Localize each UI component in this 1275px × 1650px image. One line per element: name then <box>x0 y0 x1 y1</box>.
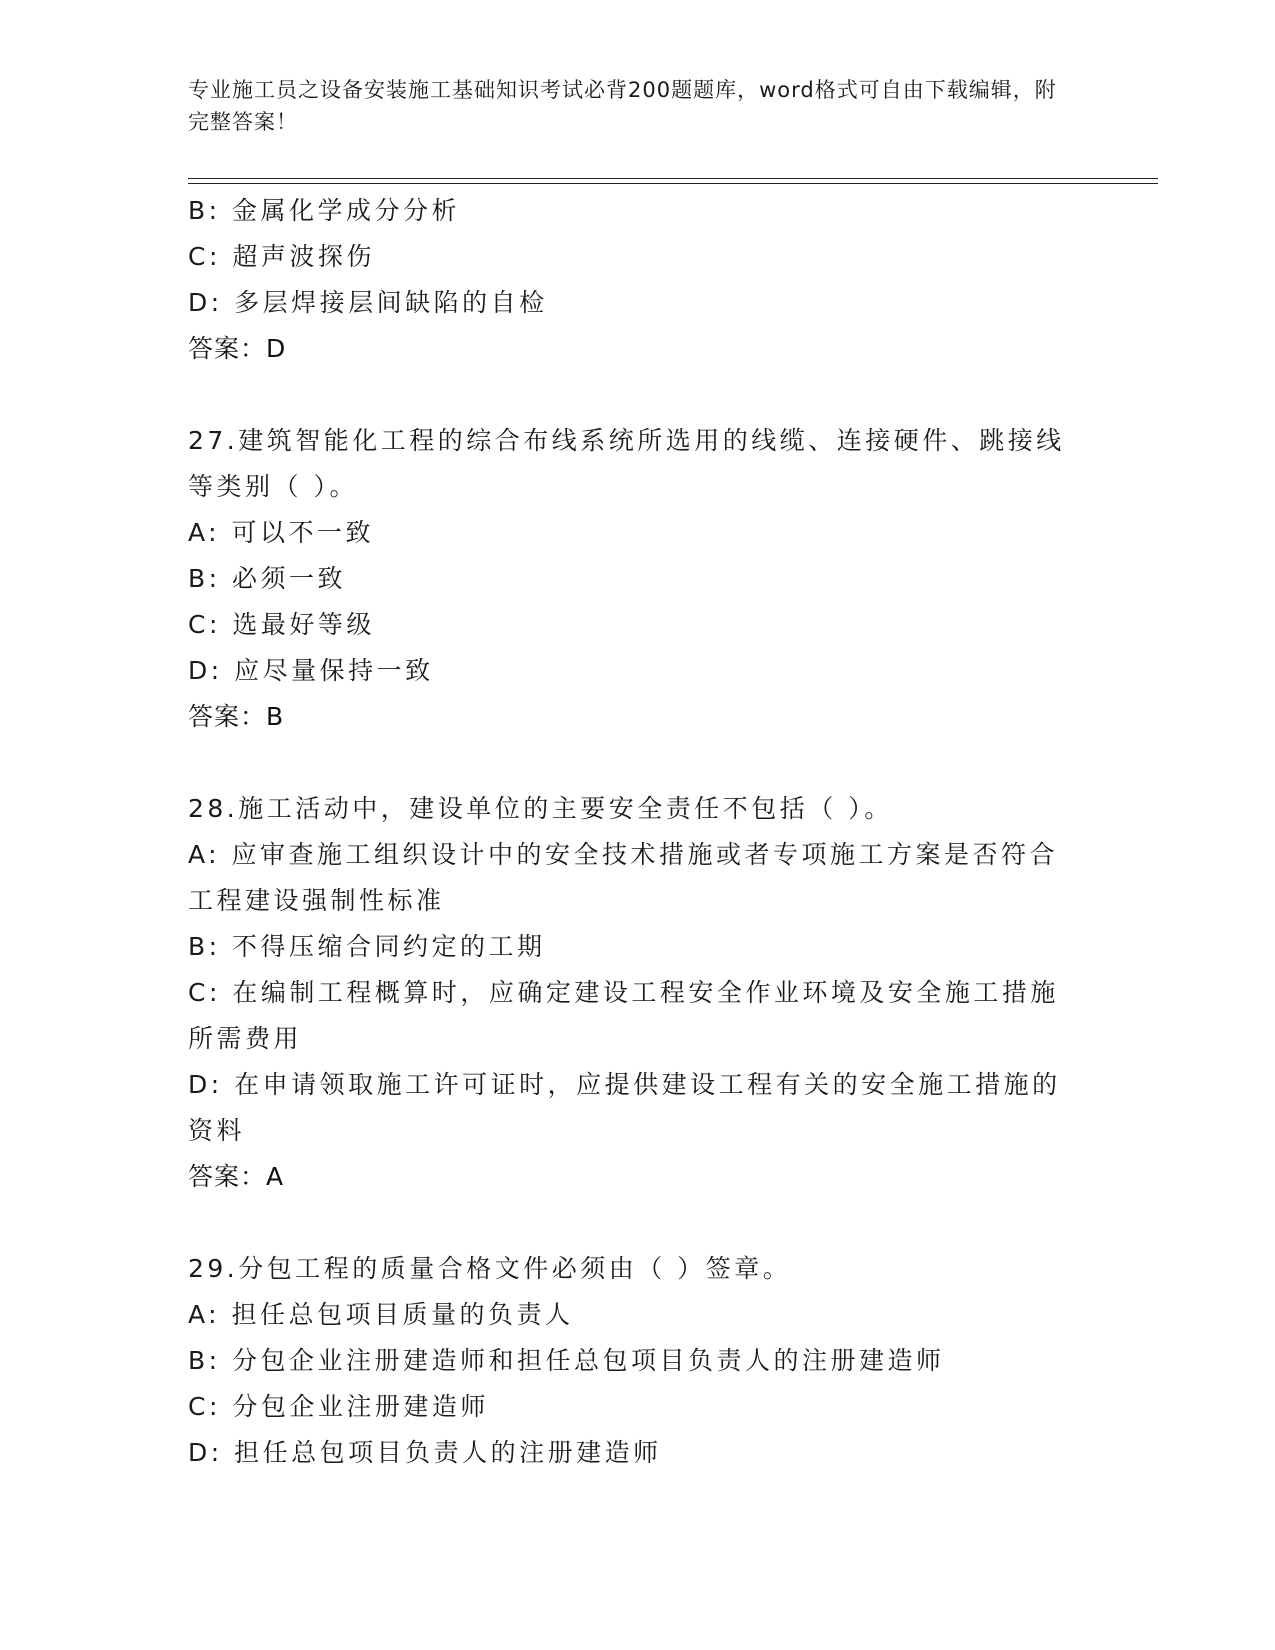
answer-label: 答案：B <box>188 702 285 731</box>
option-d: D: 在申请领取施工许可证时，应提供建设工程有关的安全施工措施的 <box>188 1070 1061 1099</box>
option-c: C: 分包企业注册建造师 <box>188 1392 489 1421</box>
option-a-continued: 工程建设强制性标准 <box>188 886 445 915</box>
option-b: B: 金属化学成分分析 <box>188 196 461 225</box>
option-d-continued: 资料 <box>188 1116 246 1145</box>
spacer <box>188 1200 1088 1246</box>
spacer <box>188 372 1088 418</box>
question-block-28 <box>188 786 1088 1200</box>
answer-label: 答案：A <box>188 1162 285 1191</box>
header-divider-top <box>188 178 1158 179</box>
option-d: D: 应尽量保持一致 <box>188 656 434 685</box>
option-c: C: 选最好等级 <box>188 610 375 639</box>
option-d: D: 多层焊接层间缺陷的自检 <box>188 288 548 317</box>
option-d: D: 担任总包项目负责人的注册建造师 <box>188 1438 662 1467</box>
question-stem-continued: 等类别（ ）。 <box>188 472 358 501</box>
question-stem: 29.分包工程的质量合格文件必须由（ ）签章。 <box>188 1254 792 1283</box>
option-b: B: 分包企业注册建造师和担任总包项目负责人的注册建造师 <box>188 1346 945 1375</box>
option-c: C: 在编制工程概算时，应确定建设工程安全作业环境及安全施工措施 <box>188 978 1059 1007</box>
question-block-27 <box>188 418 1088 740</box>
spacer <box>188 740 1088 786</box>
document-header <box>188 74 1068 138</box>
option-b: B: 必须一致 <box>188 564 347 593</box>
header-text: 专业施工员之设备安装施工基础知识考试必背200题题库，word格式可自由下载编辑，附完整答案！ <box>188 78 1057 134</box>
answer-label: 答案：D <box>188 334 287 363</box>
question-block-29 <box>188 1246 1088 1476</box>
option-b: B: 不得压缩合同约定的工期 <box>188 932 546 961</box>
question-list <box>188 188 1088 1476</box>
option-a: A: 应审查施工组织设计中的安全技术措施或者专项施工方案是否符合 <box>188 840 1059 869</box>
option-a: A: 担任总包项目质量的负责人 <box>188 1300 574 1329</box>
question-stem: 27.建筑智能化工程的综合布线系统所选用的线缆、连接硬件、跳接线 <box>188 426 1065 455</box>
option-a: A: 可以不一致 <box>188 518 375 547</box>
option-c-continued: 所需费用 <box>188 1024 303 1053</box>
question-block-prev <box>188 188 1088 372</box>
question-stem: 28.施工活动中，建设单位的主要安全责任不包括（ ）。 <box>188 794 893 823</box>
header-divider-bottom <box>188 183 1158 184</box>
option-c: C: 超声波探伤 <box>188 242 375 271</box>
